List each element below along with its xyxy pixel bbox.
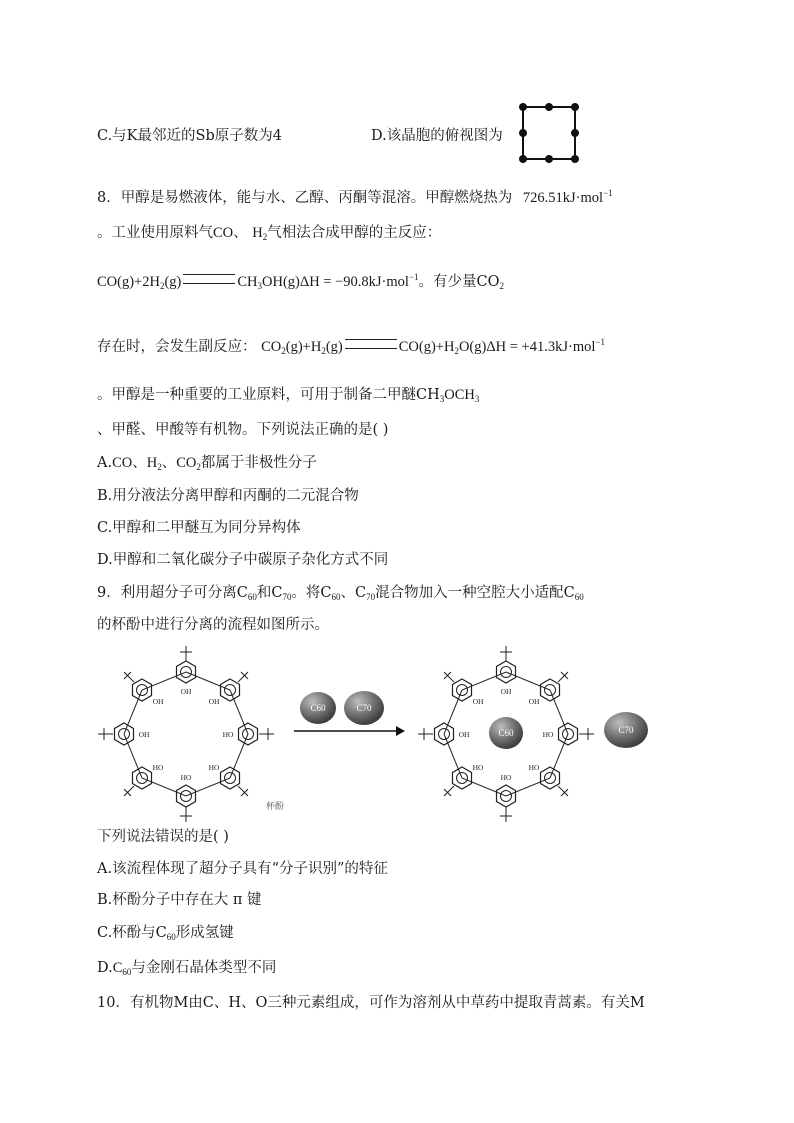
calixarene-caption: 杯酚 [266, 801, 285, 811]
q8-option-d: D.甲醇和二氧化碳分子中碳原子杂化方式不同 [97, 552, 389, 568]
calixarene-separation-diagram: OH OH OH HO HO HO HO OH 杯酚 C60 C70 C60 C70 [96, 646, 696, 821]
crystal-top-view-diagram [518, 102, 580, 164]
q7-option-d: D.该晶胞的俯视图为 [371, 128, 503, 144]
svg-text:C70: C70 [356, 703, 372, 713]
q8-line-5: 。甲醇是一种重要的工业原料，可用于制备二甲醚$CH_3OCH_3$ [97, 387, 480, 404]
ball-c70-free [604, 712, 648, 748]
q9-option-c: C.杯酚与$C_{60}$形成氢键 [97, 925, 234, 942]
q9-line-1: 9．利用超分子可分离$C_{60}$和$C_{70}$。将$C_{60}$、$C_{70}$混合物加入一种空腔大小适配$C_{60}$ [97, 585, 584, 602]
q9-option-a: A.该流程体现了超分子具有“分子识别”的特征 [97, 861, 388, 877]
ball-c70-input [344, 691, 384, 725]
q8-option-c: C.甲醇和二甲醚互为同分异构体 [97, 520, 301, 536]
q8-line-1: 8．甲醇是易燃液体，能与水、乙醇、丙酮等混溶。甲醇燃烧热为 726.51kJ·mol$^{-1}$ [97, 188, 613, 206]
q8-main-reaction: $CO(g)+2H_2(g) CH_3OH(g)\Delta H = -90.8kJ\cdot mol^{-1}$。有少量$CO_2$ [97, 272, 504, 291]
q10-line-1: 10．有机物M由C、H、O三种元素组成，可作为溶剂从中草药中提取青蒿素。有关M [97, 995, 645, 1011]
q8-option-a: A.CO、$H_2$、$CO_2$都属于非极性分子 [97, 455, 317, 472]
q8-line-2: 。工业使用原料气CO、 $H_2$气相法合成甲醇的主反应： [97, 225, 442, 242]
ball-c60-captured [489, 717, 523, 749]
svg-text:C60: C60 [498, 728, 514, 738]
q9-option-b: B.杯酚分子中存在大 π 键 [97, 892, 262, 908]
q8-option-b: B.用分液法分离甲醇和丙酮的二元混合物 [97, 488, 359, 504]
q9-line-2: 的杯酚中进行分离的流程如图所示。 [97, 617, 329, 633]
q9-stem: 下列说法错误的是( ) [97, 829, 229, 845]
q9-option-d: $D.C_{60}$与金刚石晶体类型不同 [97, 960, 277, 977]
calixarene-left [98, 646, 274, 822]
ball-c60-input [300, 692, 336, 724]
q7-option-c: C.与K最邻近的Sb原子数为4 [97, 128, 282, 144]
process-arrow [294, 726, 405, 736]
q8-side-reaction: 存在时，会发生副反应： $CO_2(g)+H_2(g) CO(g)+H_2O(g)\Delta H = +41.3kJ\cdot mol^{-1}$ [97, 337, 605, 356]
svg-text:C70: C70 [618, 725, 634, 735]
svg-text:C60: C60 [310, 703, 326, 713]
q8-line-6: 、甲醛、甲酸等有机物。下列说法正确的是( ) [97, 422, 389, 438]
